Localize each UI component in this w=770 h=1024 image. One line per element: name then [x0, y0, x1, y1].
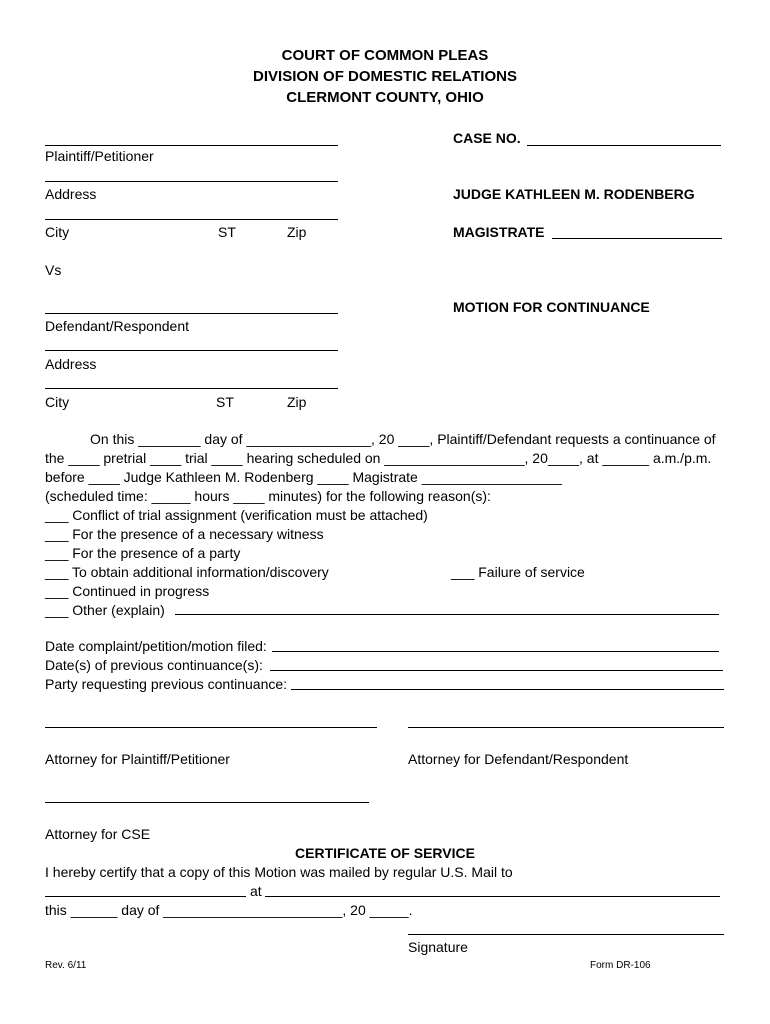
plaintiff-label: Plaintiff/Petitioner	[45, 148, 154, 164]
defendant-zip-label: Zip	[287, 394, 307, 410]
defendant-address-line[interactable]	[45, 350, 338, 351]
attorney-plaintiff-label: Attorney for Plaintiff/Petitioner	[45, 751, 230, 767]
plaintiff-st-label: ST	[218, 224, 236, 240]
defendant-st-label: ST	[216, 394, 234, 410]
attorney-defendant-label: Attorney for Defendant/Respondent	[408, 751, 629, 767]
request-line-3: before ____ Judge Kathleen M. Rodenberg ____ Magistrate __________________	[45, 469, 562, 485]
judge-label: JUDGE KATHLEEN M. RODENBERG	[453, 186, 695, 202]
date-filed-field[interactable]	[272, 651, 719, 652]
previous-continuance-field[interactable]	[270, 670, 723, 671]
case-no-label: CASE NO.	[453, 130, 521, 146]
attorney-defendant-signature-line[interactable]	[408, 727, 724, 728]
reason-party[interactable]: ___ For the presence of a party	[45, 545, 241, 561]
defendant-city-line[interactable]	[45, 388, 338, 389]
form-number: Form DR-106	[590, 960, 651, 971]
date-filed-label: Date complaint/petition/motion filed:	[45, 638, 267, 654]
defendant-city-label: City	[45, 394, 70, 410]
magistrate-field[interactable]	[552, 238, 722, 239]
plaintiff-name-line[interactable]	[45, 145, 338, 146]
attorney-cse-signature-line[interactable]	[45, 802, 369, 803]
attorney-cse-label: Attorney for CSE	[45, 826, 151, 842]
plaintiff-address-label: Address	[45, 186, 97, 202]
request-line-1: On this ________ day of ________________, 20 ____, Plaintiff/Defendant requests a continuance of	[90, 431, 716, 447]
reason-failure-of-service[interactable]: ___ Failure of service	[451, 564, 585, 580]
certificate-line-1: I hereby certify that a copy of this Motion was mailed by regular U.S. Mail to	[45, 864, 513, 880]
division-name: DIVISION OF DOMESTIC RELATIONS	[253, 68, 517, 85]
motion-title: MOTION FOR CONTINUANCE	[453, 299, 650, 315]
reason-other[interactable]: ___ Other (explain)	[45, 602, 165, 618]
request-line-2: the ____ pretrial ____ trial ____ hearing scheduled on __________________, 20____, at ______ a.m./p.m.	[45, 450, 712, 466]
request-line-4: (scheduled time: _____ hours ____ minutes) for the following reason(s):	[45, 488, 491, 504]
certificate-title: CERTIFICATE OF SERVICE	[295, 845, 475, 861]
defendant-address-label: Address	[45, 356, 97, 372]
certificate-at-label: at	[250, 883, 262, 899]
case-no-field[interactable]	[527, 145, 721, 146]
party-requesting-field[interactable]	[291, 689, 724, 690]
court-name: COURT OF COMMON PLEAS	[281, 47, 489, 64]
other-explain-field[interactable]	[175, 614, 719, 615]
served-party-field[interactable]	[45, 896, 246, 897]
revision-label: Rev. 6/11	[45, 960, 87, 971]
versus-label: Vs	[45, 262, 62, 278]
plaintiff-address-line[interactable]	[45, 181, 338, 182]
reason-in-progress[interactable]: ___ Continued in progress	[45, 583, 210, 599]
reason-conflict[interactable]: ___ Conflict of trial assignment (verification must be attached)	[45, 507, 428, 523]
plaintiff-zip-label: Zip	[287, 224, 307, 240]
signature-label: Signature	[408, 939, 468, 955]
reason-witness[interactable]: ___ For the presence of a necessary witness	[45, 526, 324, 542]
plaintiff-city-label: City	[45, 224, 70, 240]
previous-continuance-label: Date(s) of previous continuance(s):	[45, 657, 263, 673]
party-requesting-label: Party requesting previous continuance:	[45, 676, 288, 692]
county-name: CLERMONT COUNTY, OHIO	[286, 89, 484, 106]
defendant-name-line[interactable]	[45, 313, 338, 314]
reason-discovery[interactable]: ___ To obtain additional information/discovery	[45, 564, 329, 580]
defendant-label: Defendant/Respondent	[45, 318, 189, 334]
attorney-plaintiff-signature-line[interactable]	[45, 727, 377, 728]
certificate-signature-line[interactable]	[408, 934, 724, 935]
plaintiff-city-line[interactable]	[45, 219, 338, 220]
certificate-date-line: this ______ day of _______________________, 20 _____.	[45, 902, 413, 918]
served-address-field[interactable]	[265, 896, 720, 897]
magistrate-label: MAGISTRATE	[453, 224, 545, 240]
